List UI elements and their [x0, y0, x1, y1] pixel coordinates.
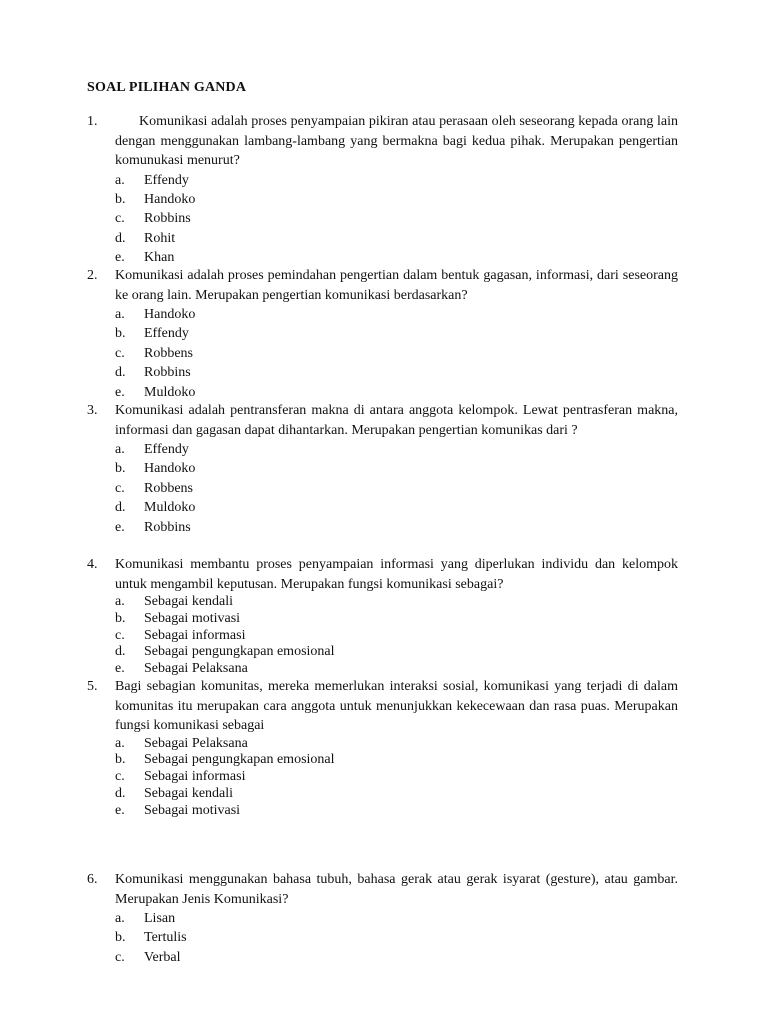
- option-letter: d.: [115, 785, 126, 801]
- question-number: 5.: [87, 679, 98, 694]
- option-text: Robbens: [144, 480, 193, 496]
- option: [87, 383, 678, 402]
- option-text: Effendy: [144, 442, 189, 457]
- option-letter: c.: [115, 211, 125, 227]
- option-letter: b.: [115, 191, 126, 207]
- option: [87, 498, 678, 517]
- option-text: Lisan: [144, 911, 176, 926]
- option-letter: a.: [115, 594, 125, 609]
- option: [87, 928, 678, 947]
- question-3: [87, 401, 678, 537]
- option-text: Sebagai informasi: [144, 769, 246, 785]
- option-letter: e.: [115, 661, 125, 677]
- options-list: [87, 736, 678, 820]
- option: [87, 611, 678, 628]
- question-number: 1.: [87, 114, 98, 129]
- option-letter: d.: [115, 500, 126, 516]
- option-letter: d.: [115, 230, 126, 246]
- option-text: Effendy: [144, 172, 189, 188]
- option-letter: e.: [115, 384, 125, 400]
- option-text: Robbins: [144, 519, 191, 535]
- options-list: [87, 305, 678, 402]
- option: [87, 479, 678, 498]
- option: [87, 752, 678, 769]
- option: [87, 440, 678, 459]
- option: [87, 209, 678, 228]
- option-letter: b.: [115, 326, 126, 342]
- options-list: [87, 440, 678, 537]
- question-4: [87, 555, 678, 678]
- question-text: Komunikasi adalah proses pemindahan pengertian dalam bentuk gagasan, informasi, dari seseorang ke orang lain. Merupakan pengertian komunikasi berdasarkan?: [115, 268, 678, 303]
- question-text: Komunikasi menggunakan bahasa tubuh, bahasa gerak atau gerak isyarat (gesture), atau gambar. Merupakan Jenis Komunikasi?: [115, 872, 678, 907]
- option-letter: a.: [115, 442, 125, 457]
- option: [87, 948, 678, 967]
- option-text: Sebagai pengungkapan emosional: [144, 644, 335, 660]
- question-text: Komunikasi membantu proses penyampaian informasi yang diperlukan individu dan kelompok untuk mengambil keputusan. Merupakan fungsi komunikasi sebagai?: [115, 557, 678, 592]
- option-letter: b.: [115, 752, 126, 768]
- question-text: Bagi sebagian komunitas, mereka memerlukan interaksi sosial, komunikasi yang terjadi di dalam komunitas itu merupakan cara anggota untuk menunjukkan kekecewaan dan rasa puas. Merupakan fungsi komunikasi sebagai: [115, 679, 678, 733]
- option: [87, 909, 678, 928]
- option: [87, 769, 678, 786]
- option-letter: e.: [115, 519, 125, 535]
- option: [87, 518, 678, 537]
- option: [87, 459, 678, 478]
- option-text: Tertulis: [144, 930, 187, 946]
- option: [87, 171, 678, 190]
- option-text: Effendy: [144, 326, 189, 342]
- option-letter: d.: [115, 644, 126, 660]
- option: [87, 786, 678, 803]
- option-letter: e.: [115, 802, 125, 818]
- option-letter: a.: [115, 307, 125, 322]
- option-text: Robbins: [144, 365, 191, 381]
- option-text: Handoko: [144, 191, 196, 207]
- option-letter: c.: [115, 480, 125, 496]
- option-text: Muldoko: [144, 500, 196, 516]
- question-number: 2.: [87, 268, 98, 283]
- option-letter: c.: [115, 769, 125, 785]
- option: [87, 305, 678, 324]
- option: [87, 661, 678, 678]
- option-text: Sebagai motivasi: [144, 802, 241, 818]
- option-text: Sebagai informasi: [144, 627, 246, 643]
- option-letter: d.: [115, 365, 126, 381]
- option-letter: e.: [115, 250, 125, 266]
- option-letter: a.: [115, 735, 125, 751]
- option-letter: c.: [115, 949, 125, 965]
- option: [87, 628, 678, 645]
- option: [87, 363, 678, 382]
- option: [87, 344, 678, 363]
- document-title: SOAL PILIHAN GANDA: [87, 80, 247, 95]
- option-text: Robbens: [144, 345, 193, 361]
- option-letter: c.: [115, 627, 125, 643]
- question-text: Komunikasi adalah pentransferan makna di antara anggota kelompok. Lewat pentrasferan makna, informasi dan gagasan dapat dihantarkan. Merupakan pengertian komunikas dari ?: [115, 403, 678, 438]
- option-text: Handoko: [144, 307, 196, 322]
- option-text: Sebagai pengungkapan emosional: [144, 752, 335, 768]
- options-list: [87, 594, 678, 678]
- option: [87, 594, 678, 611]
- option-letter: c.: [115, 345, 125, 361]
- option-text: Muldoko: [144, 384, 196, 400]
- option-text: Sebagai Pelaksana: [144, 661, 248, 677]
- question-6: [87, 870, 678, 967]
- option-text: Khan: [144, 250, 175, 266]
- option: [87, 803, 678, 820]
- option-letter: b.: [115, 610, 126, 626]
- option-text: Sebagai kendali: [144, 594, 234, 609]
- option-letter: a.: [115, 172, 125, 188]
- question-number: 3.: [87, 403, 98, 418]
- question-1: [87, 112, 678, 267]
- option-text: Robbins: [144, 211, 191, 227]
- options-list: [87, 171, 678, 268]
- question-number: 4.: [87, 557, 98, 572]
- option: [87, 248, 678, 267]
- option-letter: b.: [115, 930, 126, 946]
- option-text: Verbal: [144, 949, 181, 965]
- option-text: Sebagai kendali: [144, 785, 234, 801]
- question-5: [87, 677, 678, 819]
- option-text: Rohit: [144, 230, 176, 246]
- option-letter: b.: [115, 461, 126, 477]
- option: [87, 190, 678, 209]
- option: [87, 229, 678, 248]
- option: [87, 644, 678, 661]
- option-letter: a.: [115, 911, 125, 926]
- question-number: 6.: [87, 872, 98, 887]
- option: [87, 324, 678, 343]
- question-2: [87, 266, 678, 402]
- options-list: [87, 909, 678, 967]
- option-text: Sebagai Pelaksana: [144, 735, 248, 751]
- question-text: Komunikasi adalah proses penyampaian pikiran atau perasaan oleh seseorang kepada orang lain dengan menggunakan lambang-lambang yang bermakna bagi kedua pihak. Merupakan pengertian komunukasi menurut?: [115, 114, 678, 168]
- option-text: Sebagai motivasi: [144, 610, 241, 626]
- option-text: Handoko: [144, 461, 196, 477]
- option: [87, 736, 678, 753]
